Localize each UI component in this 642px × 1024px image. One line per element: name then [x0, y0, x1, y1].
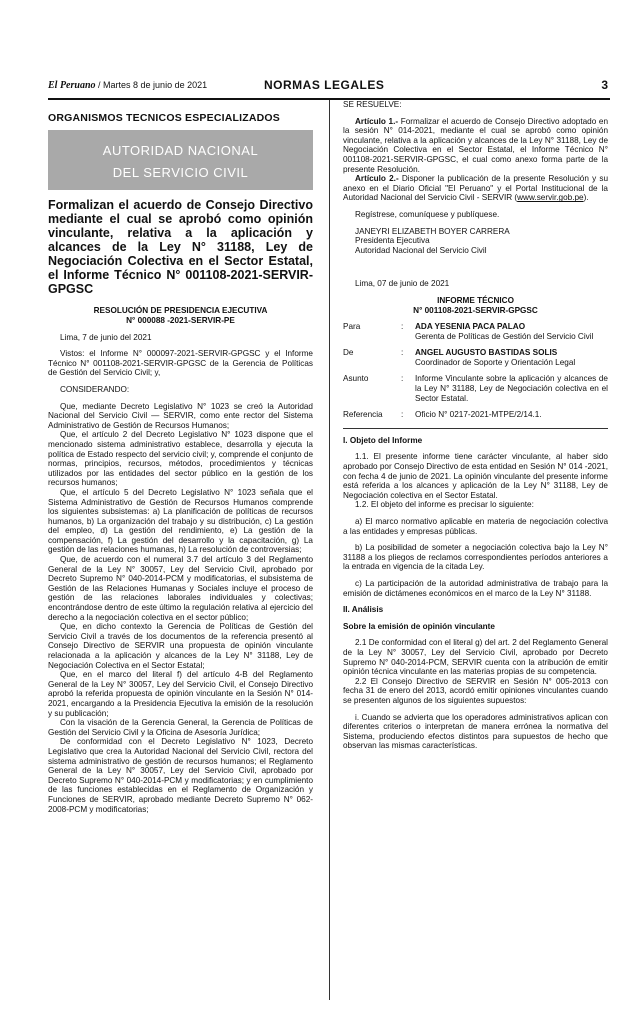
org-line-2: DEL SERVICIO CIVIL	[112, 164, 249, 180]
paragraph: Vistos: el Informe N° 000097-2021-SERVIR-GPGSC y el Informe Técnico N° 001108-2021-SERVIR-GPGSC de la Gerencia de Políticas de Gestión del Servicio Civil; y,	[48, 349, 313, 378]
memo-row-asunto: Asunto : Informe Vinculante sobre la aplicación y alcances de la Ley N° 31188, Ley de Negociación colectiva en el Sector Estatal.	[343, 374, 608, 403]
article-1-text: Formalizar el acuerdo de Consejo Directivo adoptado en la sesión N° 014-2021, mediante el cual se aprobó como opinión vinculante, relativa a la aplicación y alcances de la Ley N° 31188, Ley de Negociación Colectiva en el Sector Estatal, el Informe Técnico N° 001108-2021-SERVIR-GPGSC, el cual como anexo forma parte de la presente Resolución.	[343, 116, 609, 174]
asunto-value: Informe Vinculante sobre la aplicación y alcances de la Ley N° 31188, Ley de Negociación colectiva en el Sector Estatal.	[415, 374, 608, 403]
paragraph: Que, en dicho contexto la Gerencia de Políticas de Gestión del Servicio Civil a través de los documentos de la referencia presentó al Consejo Directivo de SERVIR una propuesta de opinión vinculante relacionada a la aplicación y alcances de la Ley N° 31188, Ley de Negociación Colectiva en el Sector Estatal;	[48, 622, 313, 670]
right-column	[343, 100, 608, 751]
resolution-title	[48, 306, 313, 326]
header-date: Martes 8 de junio de 2021	[103, 80, 208, 90]
paragraph: Que, el artículo 5 del Decreto Legislativo N° 1023 señala que el Sistema Administrativo de Gestión de Recursos Humanos comprende los siguientes subsistemas: a) La planificación de políticas de recursos humanos, b) La organización del trabajo y su distribución, c) La gestión del empleo, d) La gestión del rendimiento, e) La gestión de la compensación, f) La gestión del desarrollo y la capacitación, g) La gestión de las relaciones humanas, h) La resolución de controversias;	[48, 487, 313, 555]
logo-text: El Peruano	[48, 80, 96, 91]
paragraph: Que, de acuerdo con el numeral 3.7 del artículo 3 del Reglamento General de la Ley N° 30057, Ley del Servicio Civil, aprobado por Decreto Supremo N° 040-2014-PCM y modificatorias, el subsistema de Gestión de las Relaciones Humanas y Sociales incluye el proceso de gestión de las relaciones laborales individuales y colectivas; encontrándose dentro de este último la regulación relativa al ejercicio del derecho a la negociación colectiva en el sector público;	[48, 555, 313, 622]
article-2-text: Disponer la publicación de la presente Resolución y su anexo en el Diario Oficial "El Peruano" y el Portal Institucional de la Autoridad Nacional del Servicio Civil - SERVIR (	[343, 174, 608, 203]
para-role: Gerenta de Políticas de Gestión del Servicio Civil	[415, 331, 594, 341]
paragraph: 2.2 El Consejo Directivo de SERVIR en Sesión N° 005-2013 con fecha 31 de enero del 2013, acordó emitir opiniones vinculantes cuando se presenten algunos de los siguientes supuestos:	[343, 676, 608, 705]
para-name: ADA YESENIA PACA PALAO	[415, 322, 526, 332]
signer-org: Autoridad Nacional del Servicio Civil	[355, 245, 487, 255]
paragraph: De conformidad con el Decreto Legislativo N° 1023, Decreto Legislativo que crea la Autoridad Nacional del Servicio Civil, rectora del sistema administrativo de gestión de recursos humanos; el Reglamento General de la Ley N° 30057, Ley del Servicio Civil, aprobado por Decreto Supremo N° 040-2014-PCM y modificatorias; y en cumplimiento de las funciones establecidas en el Reglamento de Organización y Funciones de SERVIR, aprobado mediante Decreto Supremo N° 062-2008-PCM y modificatorias;	[48, 737, 313, 814]
resolution-title-line-1: RESOLUCIÓN DE PRESIDENCIA EJECUTIVA	[93, 305, 268, 315]
paragraph: Con la visación de la Gerencia General, la Gerencia de Políticas de Gestión del Servicio Civil y la Oficina de Asesoría Jurídica;	[48, 718, 313, 737]
left-column	[48, 100, 313, 814]
memo-row-para: Para : ADA YESENIA PACA PALAO Gerenta de Políticas de Gestión del Servicio Civil	[343, 322, 608, 341]
se-resuelve: SE RESUELVE:	[343, 100, 402, 109]
column-divider	[329, 100, 330, 1000]
signer-name: JANEYRI ELIZABETH BOYER CARRERA	[355, 226, 510, 236]
paragraph: 1.1. El presente informe tiene carácter vinculante, al haber sido aprobado por Consejo Directivo de esta entidad en Sesión N° 014 -2021, con fecha 4 de junio de 2021. La opinión vinculante del presente informe está referida a los alcances y aplicación de la Ley N° 31188, Ley de Negociación colectiva en el Sector Estatal.	[343, 452, 608, 500]
paragraph: Que, el artículo 2 del Decreto Legislativo N° 1023 dispone que el mencionado sistema administrativo establece, desarrolla y ejecuta la política de Estado respecto del servicio civil; y, comprende el conjunto de normas, principios, recursos, métodos, procedimientos y técnicas utilizados por las entidades del sector público en la gestión de los recursos humanos;	[48, 430, 313, 488]
paragraph: a) El marco normativo aplicable en materia de negociación colectiva a las entidades y empresas públicas.	[343, 517, 608, 536]
de-label: De	[343, 348, 354, 358]
de-value	[415, 348, 608, 367]
headline: Formalizan el acuerdo de Consejo Directivo mediante el cual se aprobó como opinión vinculante, relativa a la aplicación y alcances de la Ley N° 31188, Ley de Negociación Colectiva en el Sector Estatal, el Informe Técnico N° 001108-2021-SERVIR-GPGSC	[48, 197, 313, 296]
page-header	[48, 78, 610, 96]
section-2-subtitle: Sobre la emisión de opinión vinculante	[343, 621, 495, 631]
paragraph: Que, en el marco del literal f) del artículo 4-B del Reglamento General de la Ley N° 30057, Ley del Servicio Civil, el Consejo Directivo aprobó la referida propuesta de opinión vinculante en la Sesión N° 014-2021, encargando a la Presidencia Ejecutiva la emisión de la resolución y su publicación;	[48, 670, 313, 718]
header-section: NORMAS LEGALES	[264, 78, 385, 92]
de-role: Coordinador de Soporte y Orientación Legal	[415, 357, 576, 367]
org-line-1: AUTORIDAD NACIONAL	[102, 142, 259, 158]
servir-link[interactable]: www.servir.gob.pe	[517, 193, 584, 203]
informe-title-line-2: N° 001108-2021-SERVIR-GPGSC	[413, 305, 538, 315]
informe-title-line-1: INFORME TÉCNICO	[437, 295, 514, 305]
memo-row-de: De : ANGEL AUGUSTO BASTIDAS SOLIS Coordinador de Soporte y Orientación Legal	[343, 348, 608, 367]
considerando-heading: CONSIDERANDO:	[60, 384, 130, 394]
memo-divider	[343, 428, 608, 429]
para-value	[415, 322, 608, 341]
paragraph: i. Cuando se advierta que los operadores administrativos aplican con diferentes criterios o interpretan de manera errónea la normativa del Sistema, produciendo efectos distintos para supuestos de hecho que observan las mismas características.	[343, 712, 608, 751]
article-1	[343, 117, 608, 175]
newspaper-logo: El Peruano / Martes 8 de junio de 2021	[48, 80, 208, 91]
signer-role: Presidenta Ejecutiva	[355, 236, 430, 246]
section-title: ORGANISMOS TECNICOS ESPECIALIZADOS	[48, 112, 280, 124]
resolution-title-line-2: N° 000088 -2021-SERVIR-PE	[126, 315, 235, 325]
memo-row-referencia: Referencia : Oficio N° 0217-2021-MTPE/2/14.1.	[343, 410, 608, 420]
article-2	[343, 174, 608, 203]
article-2-end: ).	[583, 193, 589, 203]
de-name: ANGEL AUGUSTO BASTIDAS SOLIS	[415, 348, 558, 358]
page-number: 3	[601, 78, 608, 92]
section-2-title: II. Análisis	[343, 605, 384, 615]
registrese: Regístrese, comuníquese y publíquese.	[355, 209, 500, 219]
paragraph: c) La participación de la autoridad administrativa de trabajo para la emisión de dictámenes económicos en el marco de la Ley N° 31188.	[343, 578, 608, 598]
informe-date: Lima, 07 de junio de 2021	[355, 279, 450, 289]
paragraph: 2.1 De conformidad con el literal g) del art. 2 del Reglamento General de la Ley N° 30057, Ley del Servicio Civil, aprobado por Decreto Supremo N° 040-2014-PCM, SERVIR cuenta con la atribución de emitir opinión técnica vinculante en las materias propias de su competencia.	[343, 638, 608, 677]
para-label: Para	[343, 322, 361, 332]
place-date: Lima, 7 de junio del 2021	[60, 332, 152, 342]
paragraph: 1.2. El objeto del informe es precisar lo siguiente:	[355, 500, 534, 510]
paragraph: Que, mediante Decreto Legislativo N° 1023 se creó la Autoridad Nacional del Servicio Civil — SERVIR, como ente rector del Sistema Administrativo de Gestión de Recursos Humanos;	[48, 401, 313, 430]
organization-banner	[48, 130, 313, 190]
article-1-label: Artículo 1.-	[355, 116, 399, 126]
asunto-label: Asunto	[343, 374, 369, 384]
paragraph: b) La posibilidad de someter a negociación colectiva bajo la Ley N° 31188 a los pliegos de reclamos correspondientes períodos anteriores a la entrada en vigencia de la citada Ley.	[343, 543, 608, 572]
informe-title	[343, 296, 608, 315]
article-2-label: Artículo 2.-	[355, 174, 399, 184]
referencia-value: Oficio N° 0217-2021-MTPE/2/14.1.	[415, 410, 542, 420]
section-1-title: I. Objeto del Informe	[343, 435, 423, 445]
referencia-label: Referencia	[343, 410, 383, 420]
